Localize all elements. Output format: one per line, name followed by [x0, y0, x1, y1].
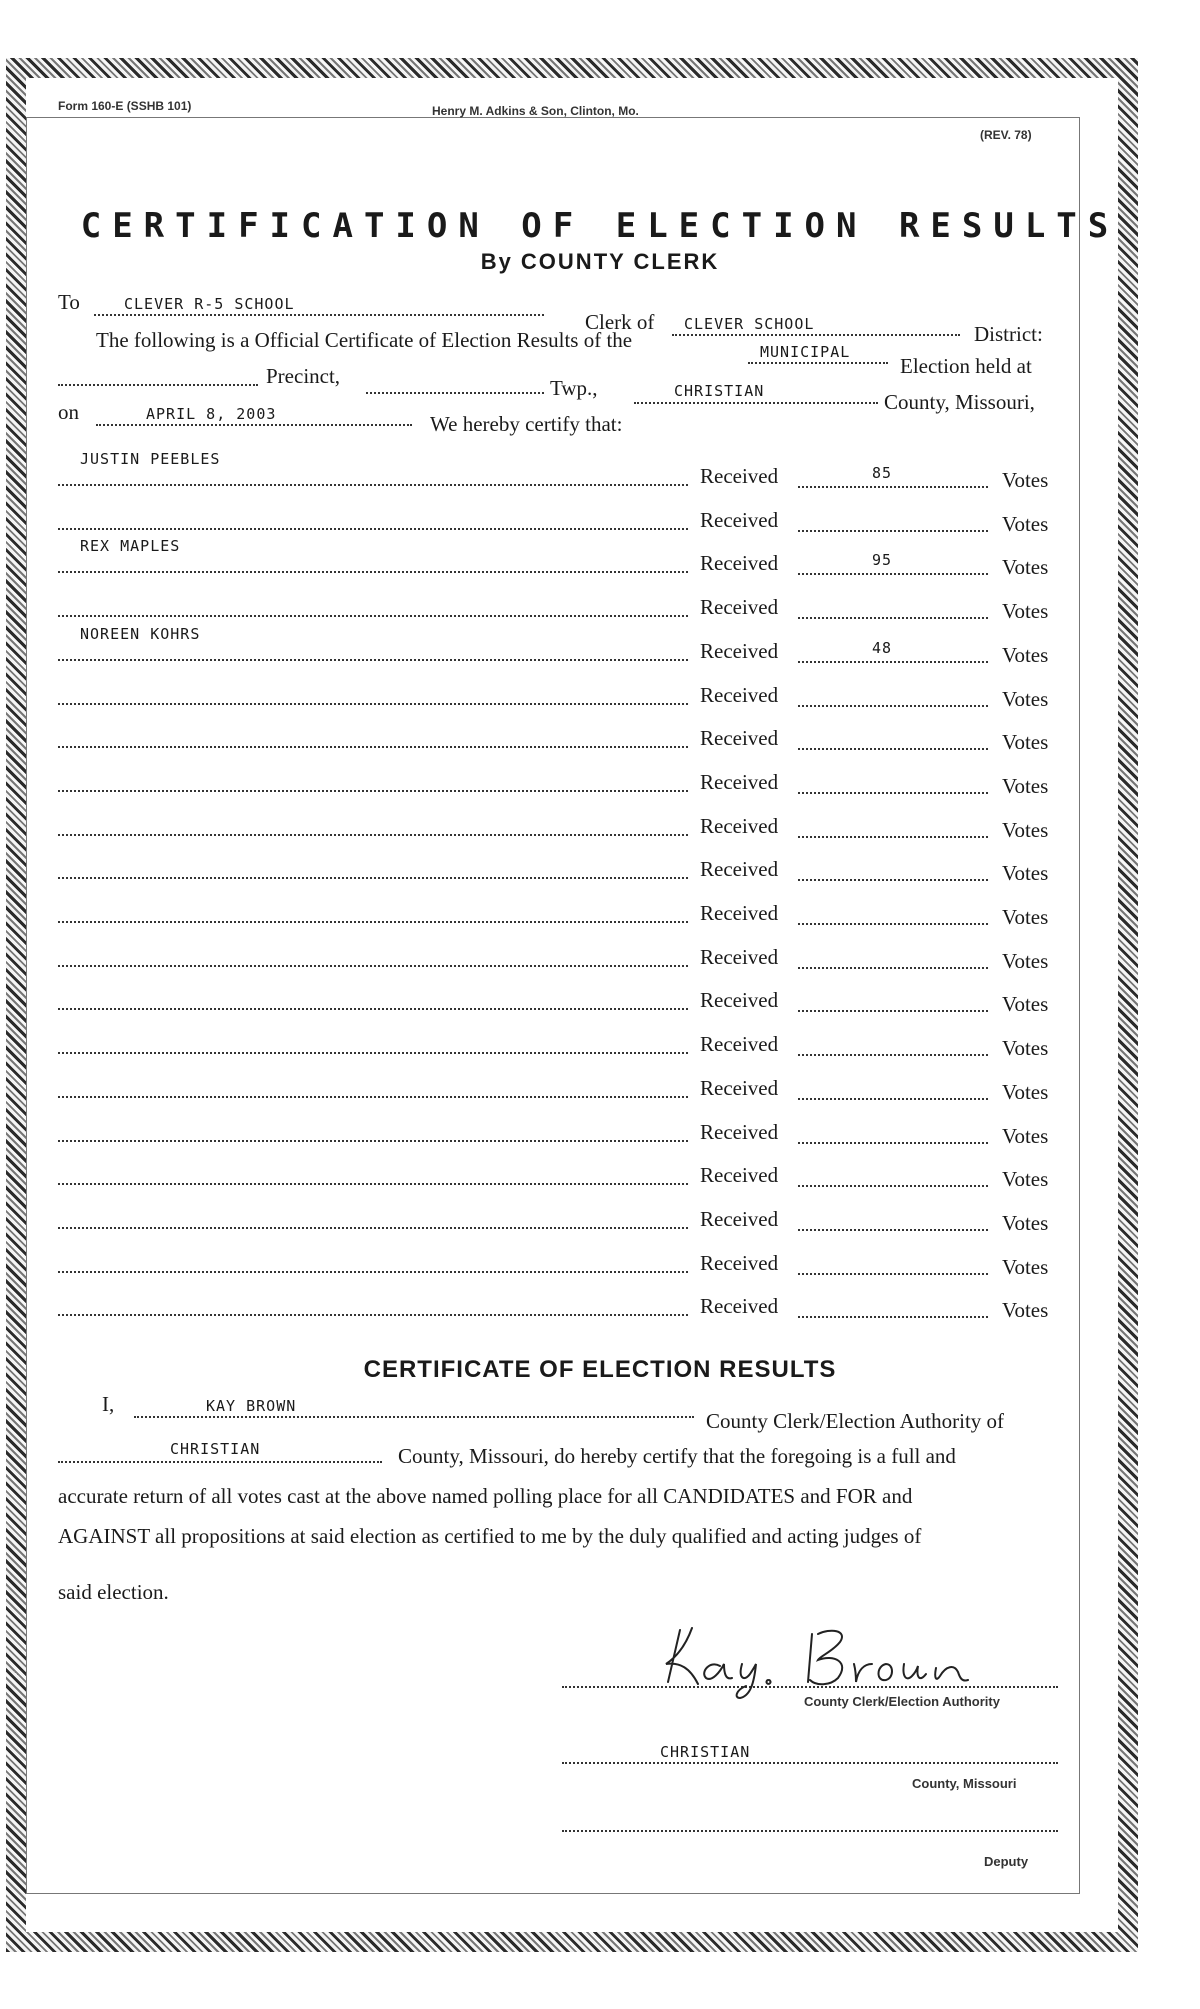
received-label: Received — [700, 814, 779, 838]
votes-label: Votes — [1002, 818, 1049, 842]
votes-line — [798, 573, 988, 575]
candidate-line — [58, 484, 688, 486]
signature-image — [650, 1620, 970, 1700]
votes-line — [798, 1185, 988, 1187]
vote-count: 48 — [872, 639, 893, 657]
candidate-line — [58, 921, 688, 923]
votes-line — [798, 792, 988, 794]
precinct-label: Precinct, — [266, 364, 341, 388]
candidate-line — [58, 1271, 688, 1273]
votes-label: Votes — [1002, 992, 1049, 1016]
cert-line5: said election. — [58, 1580, 169, 1604]
county-sig-line — [562, 1762, 1058, 1764]
election-type-value: MUNICIPAL — [760, 343, 851, 361]
received-label: Received — [700, 770, 779, 794]
clerk-of-label: Clerk of — [585, 310, 655, 334]
candidate-line — [58, 1227, 688, 1229]
i-label: I, — [102, 1392, 115, 1416]
candidate-line — [58, 1008, 688, 1010]
votes-label: Votes — [1002, 949, 1049, 973]
election-held-label: Election held at — [900, 354, 1032, 378]
candidate-line — [58, 746, 688, 748]
votes-line — [798, 486, 988, 488]
votes-label: Votes — [1002, 730, 1049, 754]
received-label: Received — [700, 683, 779, 707]
county-missouri-label: County, Missouri, — [884, 390, 1035, 414]
votes-label: Votes — [1002, 687, 1049, 711]
vote-count: 85 — [872, 464, 893, 482]
received-label: Received — [700, 551, 779, 575]
votes-line — [798, 967, 988, 969]
form-number: Form 160-E (SSHB 101) — [58, 99, 192, 113]
votes-label: Votes — [1002, 555, 1049, 579]
county-value: CHRISTIAN — [674, 382, 765, 400]
received-label: Received — [700, 464, 779, 488]
received-label: Received — [700, 988, 779, 1012]
votes-line — [798, 661, 988, 663]
cert-line3: accurate return of all votes cast at the above named polling place for all CANDIDATES and FOR and — [58, 1484, 913, 1508]
authority-label: County Clerk/Election Authority of — [706, 1409, 1005, 1433]
precinct-name-line — [366, 392, 544, 394]
on-label: on — [58, 400, 79, 424]
to-label: To — [58, 290, 80, 314]
received-label: Received — [700, 639, 779, 663]
votes-line — [798, 748, 988, 750]
votes-label: Votes — [1002, 1211, 1049, 1235]
received-label: Received — [700, 1076, 779, 1100]
votes-line — [798, 1010, 988, 1012]
date-value: APRIL 8, 2003 — [146, 405, 277, 423]
candidate-line — [58, 790, 688, 792]
clerk-of-field-line — [672, 334, 960, 336]
cert-line4: AGAINST all propositions at said election as certified to me by the duly qualified and acting judges of — [58, 1524, 922, 1548]
to-field-line — [94, 314, 544, 316]
candidate-line — [58, 1183, 688, 1185]
votes-line — [798, 836, 988, 838]
votes-label: Votes — [1002, 599, 1049, 623]
to-value: CLEVER R-5 SCHOOL — [124, 295, 295, 313]
votes-line — [798, 923, 988, 925]
received-label: Received — [700, 1251, 779, 1275]
revision: (REV. 78) — [980, 128, 1032, 142]
deputy-caption: Deputy — [984, 1854, 1029, 1869]
votes-label: Votes — [1002, 774, 1049, 798]
votes-label: Votes — [1002, 468, 1049, 492]
date-line — [96, 424, 412, 426]
vote-count: 95 — [872, 551, 893, 569]
votes-line — [798, 617, 988, 619]
candidate-line — [58, 528, 688, 530]
candidate-line — [58, 615, 688, 617]
votes-label: Votes — [1002, 512, 1049, 536]
received-label: Received — [700, 1207, 779, 1231]
received-label: Received — [700, 508, 779, 532]
votes-label: Votes — [1002, 1036, 1049, 1060]
votes-line — [798, 1273, 988, 1275]
votes-line — [798, 705, 988, 707]
twp-line — [634, 402, 878, 404]
deputy-line — [562, 1830, 1058, 1832]
votes-line — [798, 1142, 988, 1144]
certificate-title: CERTIFICATE OF ELECTION RESULTS — [363, 1356, 837, 1383]
votes-line — [798, 879, 988, 881]
candidate-line — [58, 703, 688, 705]
precinct-line — [58, 384, 258, 386]
votes-line — [798, 1229, 988, 1231]
cert-line2: County, Missouri, do hereby certify that the foregoing is a full and — [398, 1444, 956, 1468]
votes-label: Votes — [1002, 1080, 1049, 1104]
votes-label: Votes — [1002, 643, 1049, 667]
received-label: Received — [700, 945, 779, 969]
received-label: Received — [700, 726, 779, 750]
candidate-name: JUSTIN PEEBLES — [80, 450, 221, 468]
received-label: Received — [700, 1120, 779, 1144]
county-caption: County, Missouri — [912, 1776, 1017, 1791]
votes-line — [798, 1316, 988, 1318]
votes-label: Votes — [1002, 1167, 1049, 1191]
candidate-name: REX MAPLES — [80, 537, 181, 555]
candidate-line — [58, 877, 688, 879]
publisher: Henry M. Adkins & Son, Clinton, Mo. — [432, 104, 639, 118]
page-subtitle: By COUNTY CLERK — [480, 249, 720, 274]
votes-line — [798, 1098, 988, 1100]
county-sig-value: CHRISTIAN — [660, 1743, 751, 1761]
received-label: Received — [700, 1163, 779, 1187]
clerk-name-value: KAY BROWN — [206, 1397, 297, 1415]
received-label: Received — [700, 857, 779, 881]
candidate-line — [58, 659, 688, 661]
candidate-line — [58, 834, 688, 836]
district-label: District: — [974, 322, 1043, 346]
received-label: Received — [700, 1294, 779, 1318]
signature-caption: County Clerk/Election Authority — [804, 1694, 1000, 1709]
clerk-name-line — [134, 1416, 694, 1418]
received-label: Received — [700, 595, 779, 619]
candidate-line — [58, 1052, 688, 1054]
candidate-line — [58, 571, 688, 573]
votes-label: Votes — [1002, 1298, 1049, 1322]
candidate-line — [58, 1096, 688, 1098]
certify-label: We hereby certify that: — [430, 412, 623, 436]
candidate-name: NOREEN KOHRS — [80, 625, 201, 643]
cert-county-line — [58, 1461, 382, 1463]
votes-label: Votes — [1002, 861, 1049, 885]
following-text: The following is a Official Certificate of Election Results of the — [96, 328, 633, 352]
received-label: Received — [700, 1032, 779, 1056]
twp-label: Twp., — [550, 376, 598, 400]
votes-line — [798, 530, 988, 532]
candidate-line — [58, 1314, 688, 1316]
votes-label: Votes — [1002, 1124, 1049, 1148]
election-type-line — [748, 362, 888, 364]
votes-label: Votes — [1002, 1255, 1049, 1279]
received-label: Received — [700, 901, 779, 925]
votes-line — [798, 1054, 988, 1056]
candidate-line — [58, 965, 688, 967]
candidate-line — [58, 1140, 688, 1142]
clerk-of-value: CLEVER SCHOOL — [684, 315, 815, 333]
cert-county-value: CHRISTIAN — [170, 1440, 261, 1458]
votes-label: Votes — [1002, 905, 1049, 929]
page-title: CERTIFICATION OF ELECTION RESULTS — [80, 206, 1120, 246]
